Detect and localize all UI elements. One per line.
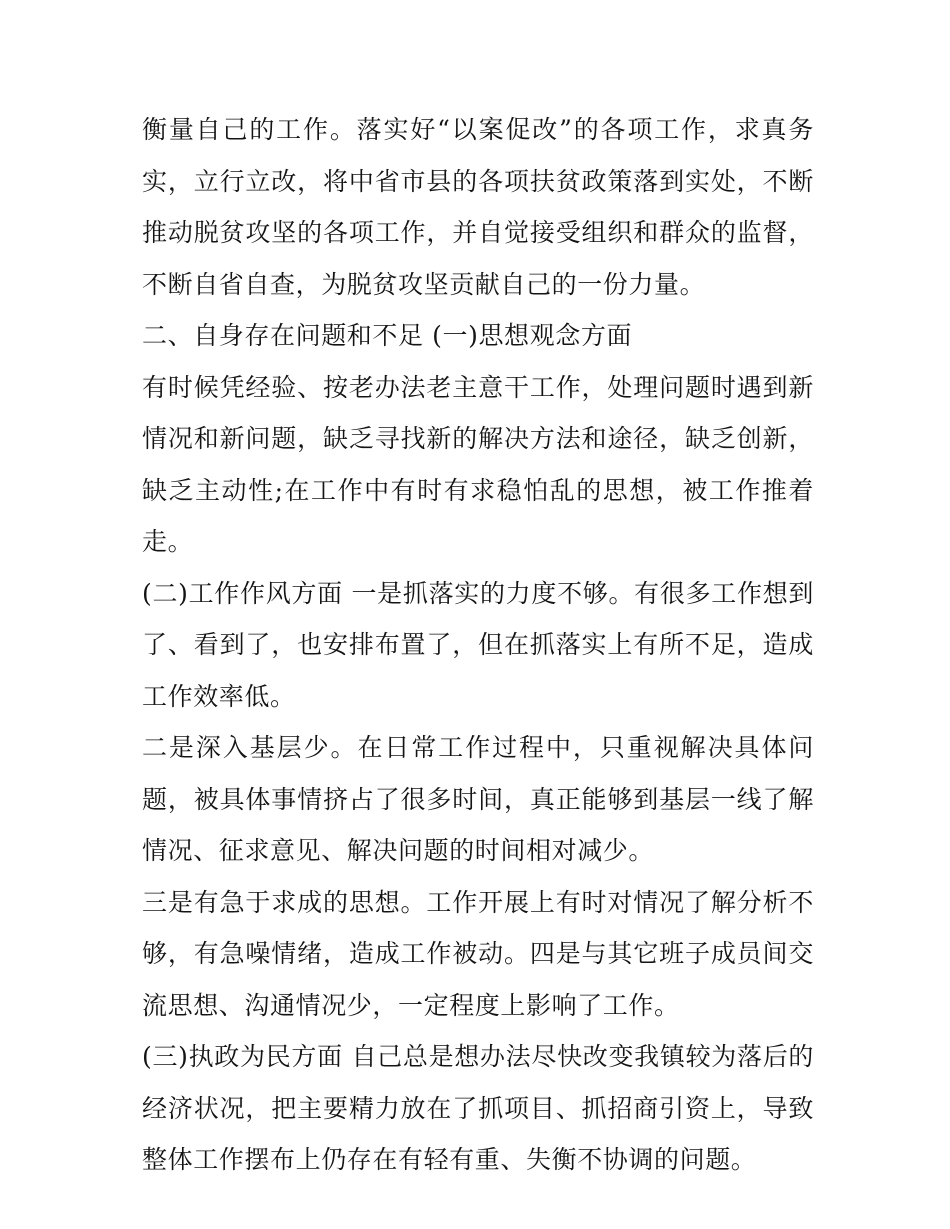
paragraph-6: (三)执政为民方面 自己总是想办法尽快改变我镇较为落后的经济状况，把主要精力放在了抓项目、抓招商引资上，导致整体工作摆布上仍存在有轻有重、失衡不协调的问题。 [142,1042,814,1174]
section-heading: 二、自身存在问题和不足 (一)思想观念方面 [142,321,633,350]
document-body [142,104,814,1186]
paragraph-2: 有时候凭经验、按老办法老主意干工作，处理问题时遇到新情况和新问题，缺乏寻找新的解决方法和途径，缺乏创新，缺乏主动性;在工作中有时有求稳怕乱的思想，被工作推着走。 [142,372,814,556]
paragraph-3: (二)工作作风方面 一是抓落实的力度不够。有很多工作想到了、看到了，也安排布置了，但在抓落实上有所不足，造成工作效率低。 [142,578,814,711]
paragraph-5: 三是有急于求成的思想。工作开展上有时对情况了解分析不够，有急噪情绪，造成工作被动。四是与其它班子成员间交流思想、沟通情况少，一定程度上影响了工作。 [142,887,814,1020]
paragraph-1: 衡量自己的工作。落实好“以案促改”的各项工作，求真务实，立行立改，将中省市县的各项扶贫政策落到实处，不断推动脱贫攻坚的各项工作，并自觉接受组织和群众的监督，不断自省自查，为脱贫攻坚贡献自己的一份力量。 [142,115,814,299]
paragraph-4: 二是深入基层少。在日常工作过程中，只重视解决具体问题，被具体事情挤占了很多时间，真正能够到基层一线了解情况、征求意见、解决问题的时间相对减少。 [142,733,814,865]
